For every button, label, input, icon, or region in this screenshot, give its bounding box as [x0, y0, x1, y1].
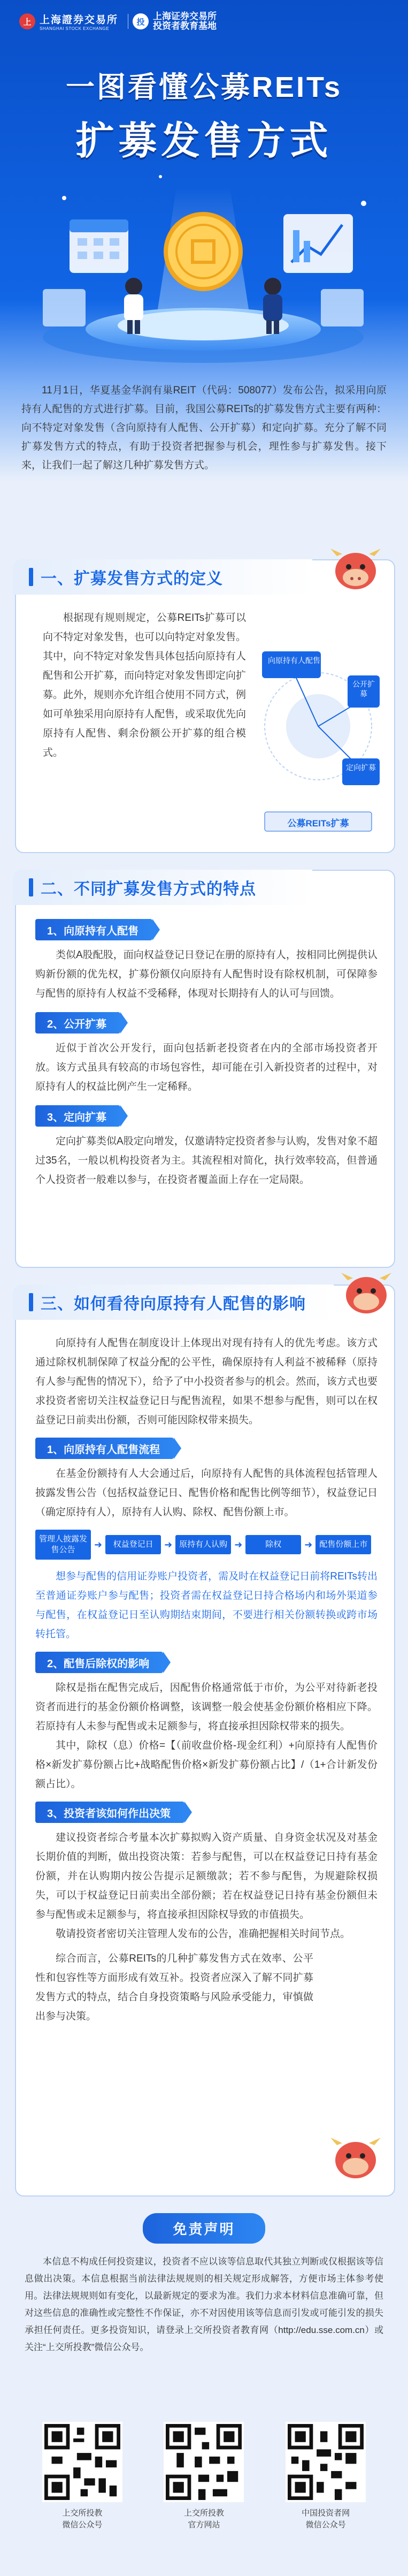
- diagram-node-rights-offering: 向原持有人配售: [268, 656, 320, 665]
- section3-p3: 其中，除权（息）价格=【（前收盘价格-现金红利）+向原持有人配售价格×新发扩募份额占比+战略配售价格×新发扩募份额占比】/（1+合计新发份额占比）。: [35, 1740, 378, 1790]
- section3-highlight: 想参与配售的信用证券账户投资者，需及时在权益登记日前将REITs转出至普通证券账户参与配售；投资者需在权益登记日持合格场内和场外渠道参与配售，在权益登记日至认购期结束期间，不要进行相关份额转换或跨市场转托管。: [35, 1571, 378, 1640]
- section1-text: 根据现有规则规定，公募REITs扩募可以向不特定对象发售，也可以向特定对象发售。其中，向不特定对象发售具体包括向原持有人配售和公开扩募，而向特定对象发售即定向扩募。此外，规则亦允许组合使用不同方式，例如可单独采用向原持有人配售，或采取优先向原持有人配售、剩余份额公开扩募的组合模式。: [43, 612, 247, 758]
- cow-mascot-icon: [337, 1263, 396, 1317]
- section3-header: [13, 1285, 334, 1320]
- page-title-line2: 扩募发售方式: [75, 120, 333, 163]
- diagram-center-label: 公募REITs扩募: [287, 818, 349, 829]
- expansion-methods-diagram: [246, 609, 390, 839]
- education-logo-line2: 投资者教育基地: [153, 21, 217, 31]
- section3-card: [15, 1285, 395, 2197]
- flow-step-listing: 配售份额上市: [315, 1535, 371, 1554]
- section1-card: [15, 559, 395, 853]
- section2-sub3: 3、定向扩募: [35, 1105, 120, 1127]
- section3-p2: 除权是指在配售完成后，因配售价格通常低于市价，为公平对待新老投资者而进行的基金份额价格调整，该调整一般会使基金份额价格相应下降。若原持有人未参与配售或未足额参与，将直接承担因除权带来的损失。: [35, 1682, 378, 1732]
- sse-logo-en: SHANGHAI STOCK EXCHANGE: [40, 26, 110, 31]
- arrow-right-icon: ➜: [304, 1539, 313, 1550]
- qr-caption-1-line2: 微信公众号: [62, 2520, 103, 2529]
- disclaimer-title-wrap: [0, 2213, 408, 2244]
- section2-title: 二、不同扩募发售方式的特点: [41, 880, 256, 898]
- section3-p5: 敬请投资者密切关注管理人发布的公告，准确把握相关时间节点。: [56, 1928, 351, 1940]
- sse-logo-icon: 上: [19, 13, 35, 29]
- section3-sub2: 2、配售后除权的影响: [35, 1652, 163, 1673]
- cow-mascot-icon: [326, 2126, 385, 2185]
- header-banner: [0, 0, 408, 375]
- section2-sub2: 2、公开扩募: [35, 1012, 120, 1034]
- hero-illustration: [0, 166, 408, 369]
- section3-title: 三、如何看待向原持有人配售的影响: [41, 1295, 306, 1313]
- qr-wechat-investor-net[interactable]: [286, 2422, 366, 2531]
- section2-header: [13, 870, 312, 905]
- section3-sub3: 3、投资者该如何作出决策: [35, 1802, 184, 1823]
- disclaimer-title: 免责声明: [143, 2213, 265, 2244]
- section3-title-bar: [29, 1293, 33, 1311]
- section2-title-bar: [29, 878, 33, 896]
- arrow-right-icon: ➜: [94, 1539, 103, 1550]
- sse-logo: [19, 12, 118, 31]
- flow-step-announcement: 管理人披露发售公告: [35, 1530, 91, 1560]
- section2-body: [35, 919, 378, 1190]
- qr-caption-3-line1: 中国投资者网: [302, 2509, 350, 2518]
- qr-website-sse[interactable]: [164, 2422, 244, 2531]
- flow-step-ex-rights: 除权: [245, 1535, 301, 1554]
- section3-p0: 向原持有人配售在制度设计上体现出对现有持有人的优先考虑。该方式通过除权机制保障了权益分配的公平性，确保原持有人利益不被稀释（原持有人参与配售的情况下），给予了中小投资者参与的机会。然而，该方式也要求投资者密切关注权益登记日与配售流程，如果不想参与配售，则可以在权益登记日前卖出份额，否则可能因除权带来损失。: [35, 1338, 378, 1426]
- section2-card: [15, 870, 395, 1268]
- page-title-line1: 一图看懂公募REITs: [65, 71, 343, 103]
- section3-p4: 建议投资者综合考量本次扩募拟购入资产质量、自身资金状况及对基金长期价值的判断，做出投资决策：若参与配售，可以在权益登记日持有基金份额，并在认购期内按公告提示足额缴款；若不参与配售，为规避除权损失，可以于权益登记日前卖出全部份额；若在权益登记日持有基金份额但未参与配售或未足额参与，将直接承担因除权导致的市值损失。: [35, 1832, 378, 1920]
- rights-offering-flow: [35, 1530, 378, 1560]
- qr-caption-1-line1: 上交所投教: [62, 2509, 103, 2518]
- section3-body: [35, 1334, 378, 2026]
- section2-p3: 定向扩募类似A股定向增发，仅邀请特定投资者参与认购，发售对象不超过35名，一般以机构投资者为主。其流程相对简化，执行效率较高，但普通个人投资者一般难以参与，在投资者覆盖面上存在一定局限。: [35, 1136, 378, 1186]
- cow-mascot-icon: [326, 539, 385, 592]
- logos: [19, 12, 217, 31]
- diagram-node-private-placement: 定向扩募: [346, 763, 376, 772]
- section2-p2: 近似于首次公开发行，面向包括新老投资者在内的全部市场投资者开放。该方式虽具有较高的市场包容性，却可能在引入新投资者的过程中，对原持有人的权益比例产生一定稀释。: [35, 1043, 378, 1092]
- section3-p6: 综合而言，公募REITs的几种扩募发售方式在效率、公平性和包容性等方面形成有效互补。投资者应深入了解不同扩募发售方式的特点，结合自身投资策略与风险承受能力，审慎做出参与决策。: [35, 1953, 313, 2022]
- flow-step-subscription: 原持有人认购: [175, 1535, 231, 1554]
- section3-p1: 在基金份额持有人大会通过后，向原持有人配售的具体流程包括管理人披露发售公告（包括权益登记日、配售价格和配售比例等细节），权益登记日（确定原持有人），原持有人认购、除权、配售份额上市。: [35, 1468, 378, 1518]
- qr-code-icon: [164, 2422, 244, 2502]
- qr-code-icon: [42, 2422, 122, 2502]
- section1-header: [13, 559, 312, 595]
- qr-wechat-sse[interactable]: [42, 2422, 122, 2531]
- disclaimer-text: 本信息不构成任何投资建议，投资者不应以该等信息取代其独立判断或仅根据该等信息做出决策。本信息根据当前法律法规规则的相关规定形成解答，方便市场主体参考使用。法律法规规则如有变化，以最新规定的要求为准。我们力求本材料信息准确可靠，但对这些信息的准确性或完整性不作保证，亦不对因使用该等信息而引发或可能引发的损失承担任何责任。更多投资知识，请登录上交所投资者教育网（http://edu.sse.com.cn）或关注“上交所投教”微信公众号。: [25, 2256, 383, 2352]
- section3-sub1: 1、向原持有人配售流程: [35, 1438, 174, 1459]
- diagram-node-public-offering: 公开扩募: [352, 680, 375, 698]
- qr-caption-2-line2: 官方网站: [188, 2520, 220, 2529]
- education-logo-line1: 上海证券交易所: [153, 11, 217, 21]
- sse-logo-name: 上海證券交易所: [40, 14, 119, 26]
- arrow-right-icon: ➜: [234, 1539, 243, 1550]
- flow-step-record-date: 权益登记日: [105, 1535, 161, 1554]
- education-base-icon: 投: [133, 13, 149, 29]
- investor-education-logo: [128, 12, 217, 31]
- section2-p1: 类似A股配股，面向权益登记日登记在册的原持有人，按相同比例提供认购新份额的优先权，扩募份额仅向原持有人配售时设有除权机制，可保障参与配售的原持有人权益不受稀释，体现对长期持有人的认可与回馈。: [35, 949, 378, 999]
- intro-paragraph: 11月1日，华夏基金华润有巢REIT（代码：508077）发布公告，拟采用向原持有人配售的方式进行扩募。目前，我国公募REITs的扩募发售方式主要有两种：向不特定对象发售（含向原持有人配售、公开扩募）和定向扩募。充分了解不同扩募发售方式的特点，有助于投资者把握参与机会，理性参与扩募发售。接下来，让我们一起了解这几种扩募发售方式。: [21, 385, 387, 471]
- qr-caption-3-line2: 微信公众号: [305, 2520, 346, 2529]
- section2-sub1: 1、向原持有人配售: [35, 919, 152, 940]
- section1-title-bar: [29, 568, 33, 586]
- arrow-right-icon: ➜: [164, 1539, 173, 1550]
- qr-code-icon: [286, 2422, 366, 2502]
- section1-title: 一、扩募发售方式的定义: [41, 570, 223, 588]
- qr-code-row: [0, 2422, 408, 2531]
- qr-caption-2-line1: 上交所投教: [183, 2509, 224, 2518]
